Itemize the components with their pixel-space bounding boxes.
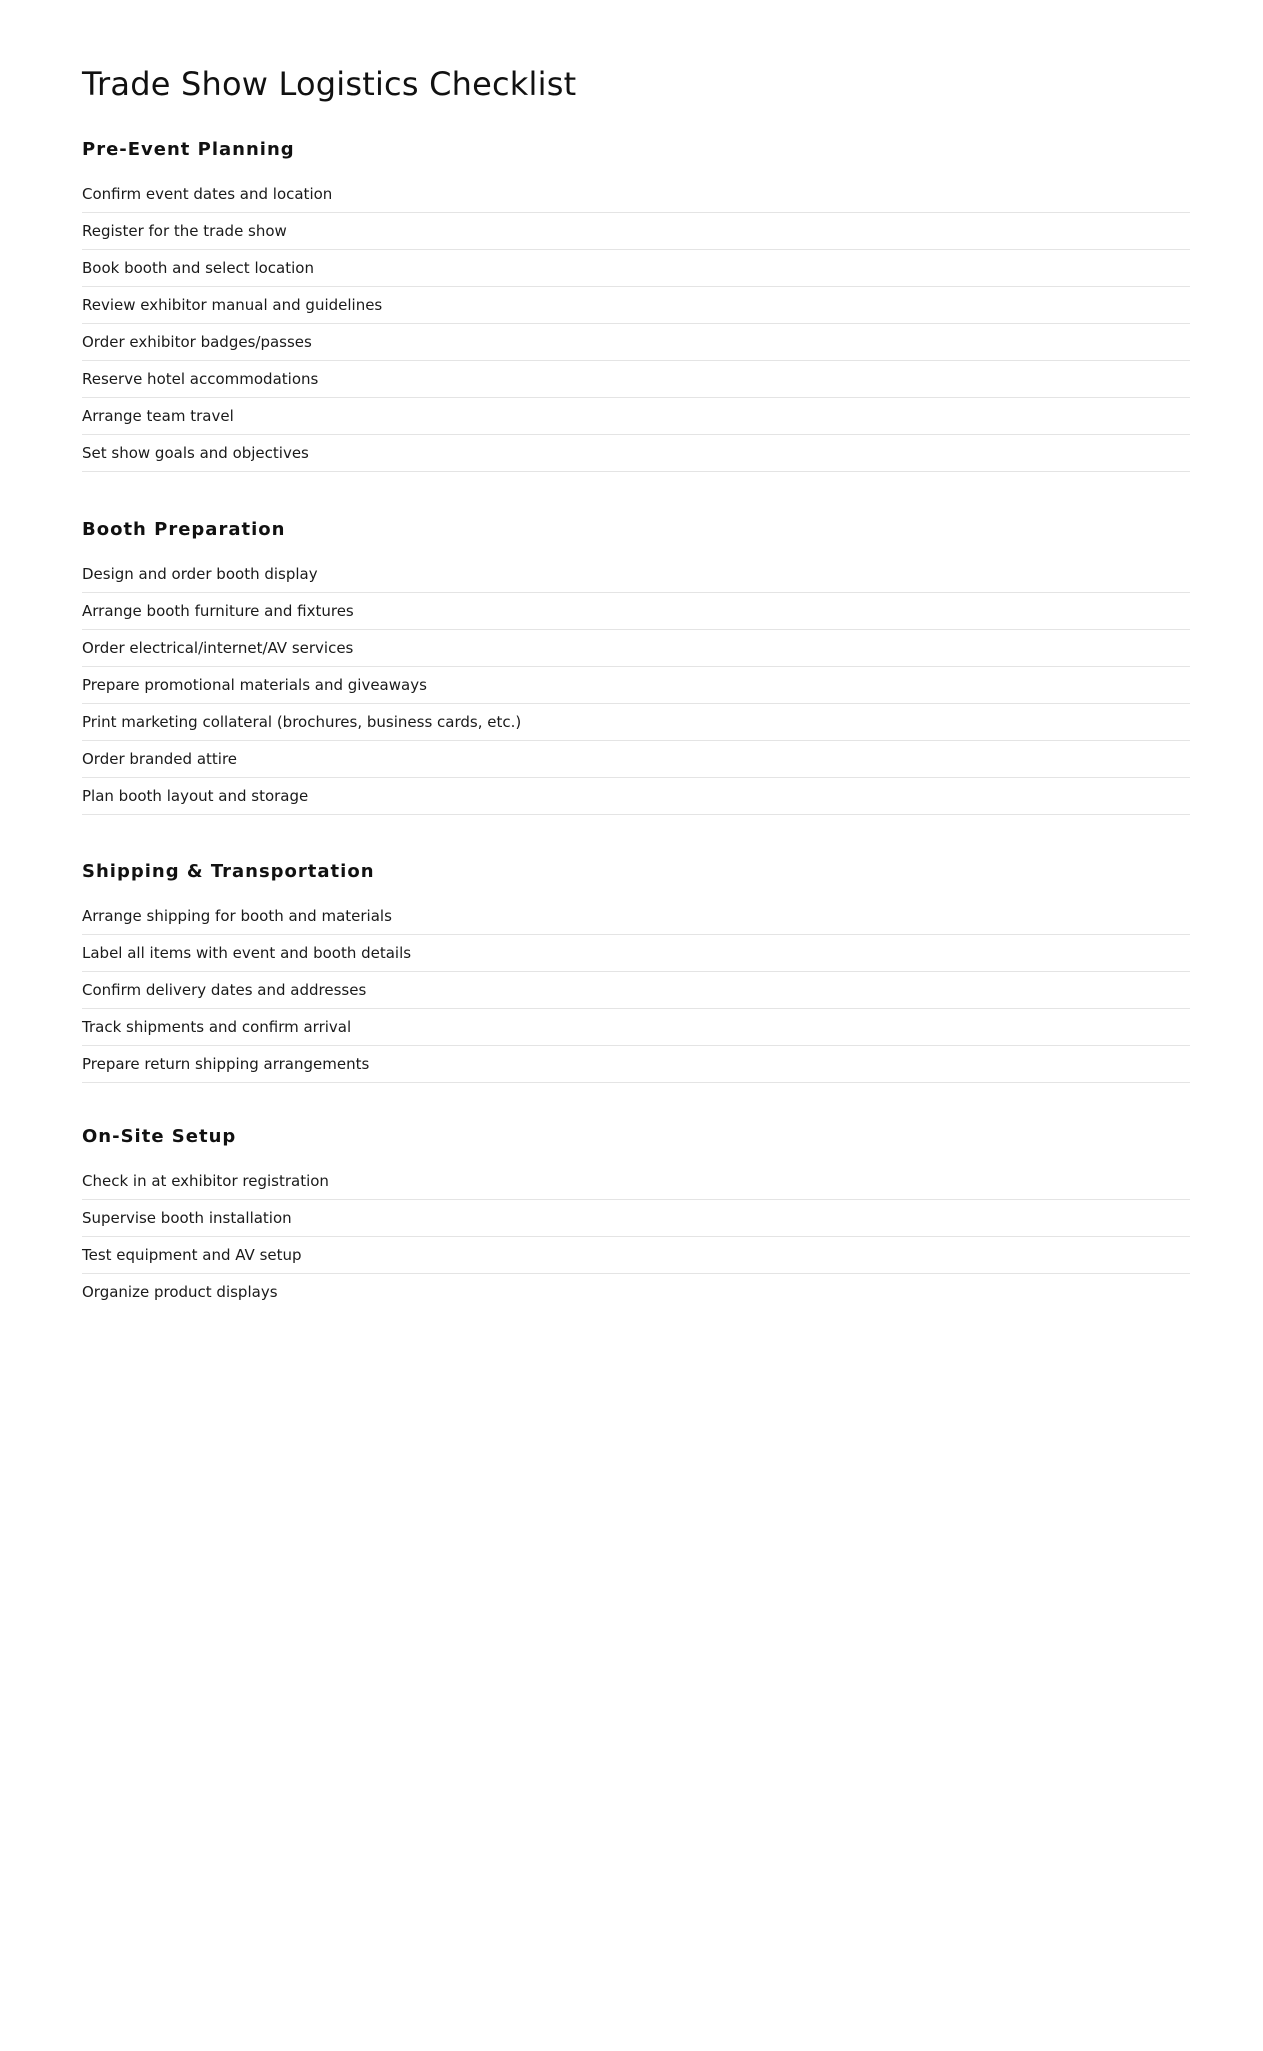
list-item: Order branded attire — [82, 741, 1190, 778]
list-item: Plan booth layout and storage — [82, 778, 1190, 815]
list-item: Order exhibitor badges/passes — [82, 324, 1190, 361]
list-item: Review exhibitor manual and guidelines — [82, 287, 1190, 324]
section-title: Shipping & Transportation — [82, 861, 375, 882]
section-pre-event-planning — [82, 137, 1190, 472]
list-item: Confirm event dates and location — [82, 176, 1190, 213]
list-item: Arrange shipping for booth and materials — [82, 898, 1190, 935]
checklist — [82, 1163, 1190, 1311]
list-item: Reserve hotel accommodations — [82, 361, 1190, 398]
list-item: Label all items with event and booth details — [82, 935, 1190, 972]
page-title: Trade Show Logistics Checklist — [82, 65, 577, 103]
list-item: Design and order booth display — [82, 556, 1190, 593]
section-shipping-transportation — [82, 859, 1190, 1083]
checklist — [82, 898, 1190, 1083]
checklist — [82, 176, 1190, 472]
section-on-site-setup — [82, 1124, 1190, 1311]
list-item: Arrange team travel — [82, 398, 1190, 435]
list-item: Arrange booth furniture and fixtures — [82, 593, 1190, 630]
list-item: Organize product displays — [82, 1283, 278, 1301]
list-item: Confirm delivery dates and addresses — [82, 972, 1190, 1009]
list-item: Book booth and select location — [82, 250, 1190, 287]
list-item: Set show goals and objectives — [82, 435, 1190, 472]
list-item: Supervise booth installation — [82, 1200, 1190, 1237]
list-item: Prepare return shipping arrangements — [82, 1046, 1190, 1083]
list-item: Check in at exhibitor registration — [82, 1163, 1190, 1200]
list-item: Print marketing collateral (brochures, business cards, etc.) — [82, 704, 1190, 741]
section-title: Booth Preparation — [82, 519, 286, 540]
list-item: Order electrical/internet/AV services — [82, 630, 1190, 667]
section-title: On-Site Setup — [82, 1126, 237, 1147]
section-title: Pre-Event Planning — [82, 139, 295, 160]
list-item: Track shipments and confirm arrival — [82, 1009, 1190, 1046]
blank-page-area — [0, 1312, 1263, 2051]
list-item: Test equipment and AV setup — [82, 1237, 1190, 1274]
list-item: Prepare promotional materials and giveaways — [82, 667, 1190, 704]
section-booth-preparation — [82, 517, 1190, 815]
list-item: Register for the trade show — [82, 213, 1190, 250]
checklist — [82, 556, 1190, 815]
